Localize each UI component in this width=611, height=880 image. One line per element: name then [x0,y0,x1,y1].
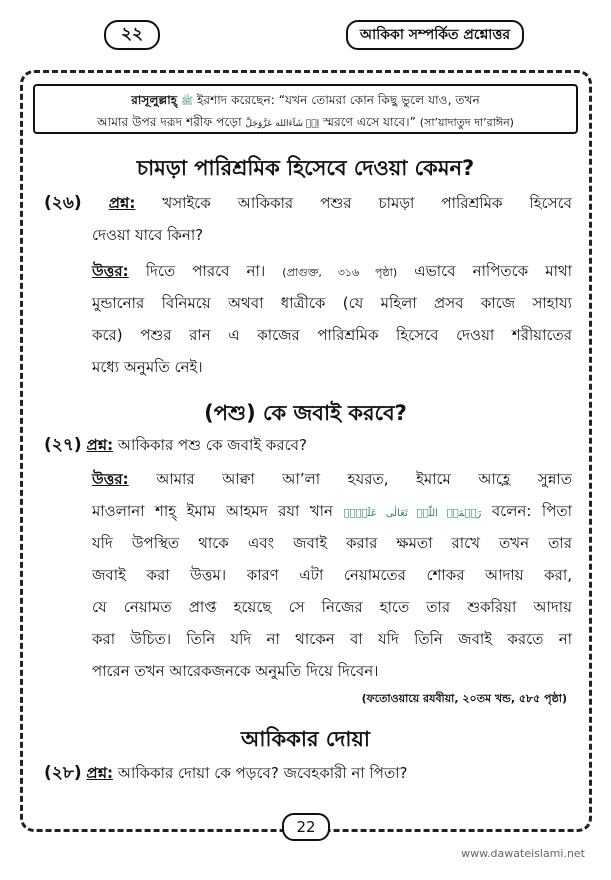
question-number: (২৮) [44,763,82,783]
section-heading-who-slaughters: (পশু) কে জবাই করবে? [204,401,407,425]
hadith-line-2 [43,112,568,134]
answer-27-line-2 [92,496,572,529]
hadith-text-2b: স্মরণে এসে যাবে।” [319,115,420,129]
answer-26-line-2: মুন্ডানোর বিনিময়ে অথবা ধাত্রীকে (যে মহিলা প্রসব কাজে সাহায্য [92,294,572,312]
answer-26-line-3: করে) পশুর রান এ কাজের পারিশ্রমিক হিসেবে দেওয়া শরীয়াতের [92,326,572,344]
answer-text-cont: বলেন: পিতা [481,502,572,520]
answer-27-line-1 [92,464,572,494]
answer-26-line-4: মধ্যে অনুমতি নেই। [92,358,203,376]
hadith-prophet-name: রাসূলুল্লাহ্ [131,93,178,107]
question-28 [44,758,408,788]
website-url: www.dawateislami.net [461,847,585,860]
question-27 [44,430,307,460]
section-heading-hide-payment: চামড়া পারিশ্রমিক হিসেবে দেওয়া কেমন? [136,156,475,180]
answer-27-line-5: যে নেয়ামত প্রাপ্ত হয়েছে সে নিজের হাতে তার শুকরিয়া আদায় [92,598,572,616]
answer-text-cont: এভাবে নাপিতকে মাথা [397,262,572,280]
question-text: খসাইকে আকিকার পশুর চামড়া পারিশ্রমিক হিসেবে [135,194,572,212]
hadith-text-1: ইরশাদ করেছেন: “যখন তোমরা কোন কিছু ভুলে যাও, তখন [193,93,480,107]
page-number-bottom: 22 [282,813,330,841]
answer-26-line-1 [92,256,572,288]
question-text: আকিকার দোয়া কে পড়বে? জবেহকারী না পিতা? [113,764,408,782]
question-label: প্রশ্ন: [108,194,136,212]
answer-label: উত্তর: [92,262,129,280]
question-label: প্রশ্ন: [86,764,114,782]
question-26-line-2: দেওয়া যাবে কিনা? [92,226,204,244]
answer-27-line-7: পারেন তখন আরেকজনকে অনুমতি দিয়ে দিবেন। [92,662,379,680]
answer-27-line-6: করা উচিত। তিনি যদি না থাকেন বা যদি তিনি জবাই করতে না [92,630,572,648]
answer-27-reference: (ফতোওয়ায়ে রযবীয়া, ২০তম খন্ড, ৫৮৫ পৃষ্ঠা) [361,692,567,705]
answer-label: উত্তর: [92,470,129,488]
answer-27-line-4: জবাই করা উত্তম। কারণ এটা নেয়ামতের শোকর আদায় করা, [92,566,572,584]
question-26-line-1 [44,188,572,218]
hadith-text-2a: আমার উপর দরূদ শরীফ পড়ো [97,115,246,129]
answer-reference: (প্রাগুক্ত, ৩১৬ পৃষ্ঠা) [282,266,398,279]
rahmatullah-salutation: رَحۡمَۃُ اللّٰہِ تَعَالٰی عَلَیۡہِ [343,508,482,519]
answer-text: মাওলানা শাহ্ ইমাম আহমদ রযা খান [92,502,344,520]
answer-text: দিতে পারবে না। [128,262,283,280]
question-text: আকিকার পশু কে জবাই করবে? [113,436,307,454]
answer-27-line-3: যদি উপস্থিত থাকে এবং জবাই করার ক্ষমতা রাখে তখন তার [92,534,572,552]
hadith-arabic-phrase: اِنۡ شَآءَالله عَزَّوَجَلَّ [245,119,320,129]
page-number-top: ২২ [104,20,160,50]
salutation-glyph: ﷺ [181,96,194,107]
question-label: প্রশ্ন: [86,436,114,454]
hadith-box [33,84,578,134]
question-number: (২৬) [44,193,82,213]
hadith-source: (সা’য়াদাতুদ দা’রাঈন) [419,116,514,129]
section-heading-aqiqah-dua: আকিকার দোয়া [241,727,370,751]
question-number: (২৭) [44,435,82,455]
answer-text: আমার আক্বা আ’লা হযরত, ইমামে আহ্লে সুন্নাত [128,470,572,488]
hadith-line-1 [43,90,568,112]
running-header-title: আকিকা সম্পর্কিত প্রশ্নোত্তর [346,20,524,50]
